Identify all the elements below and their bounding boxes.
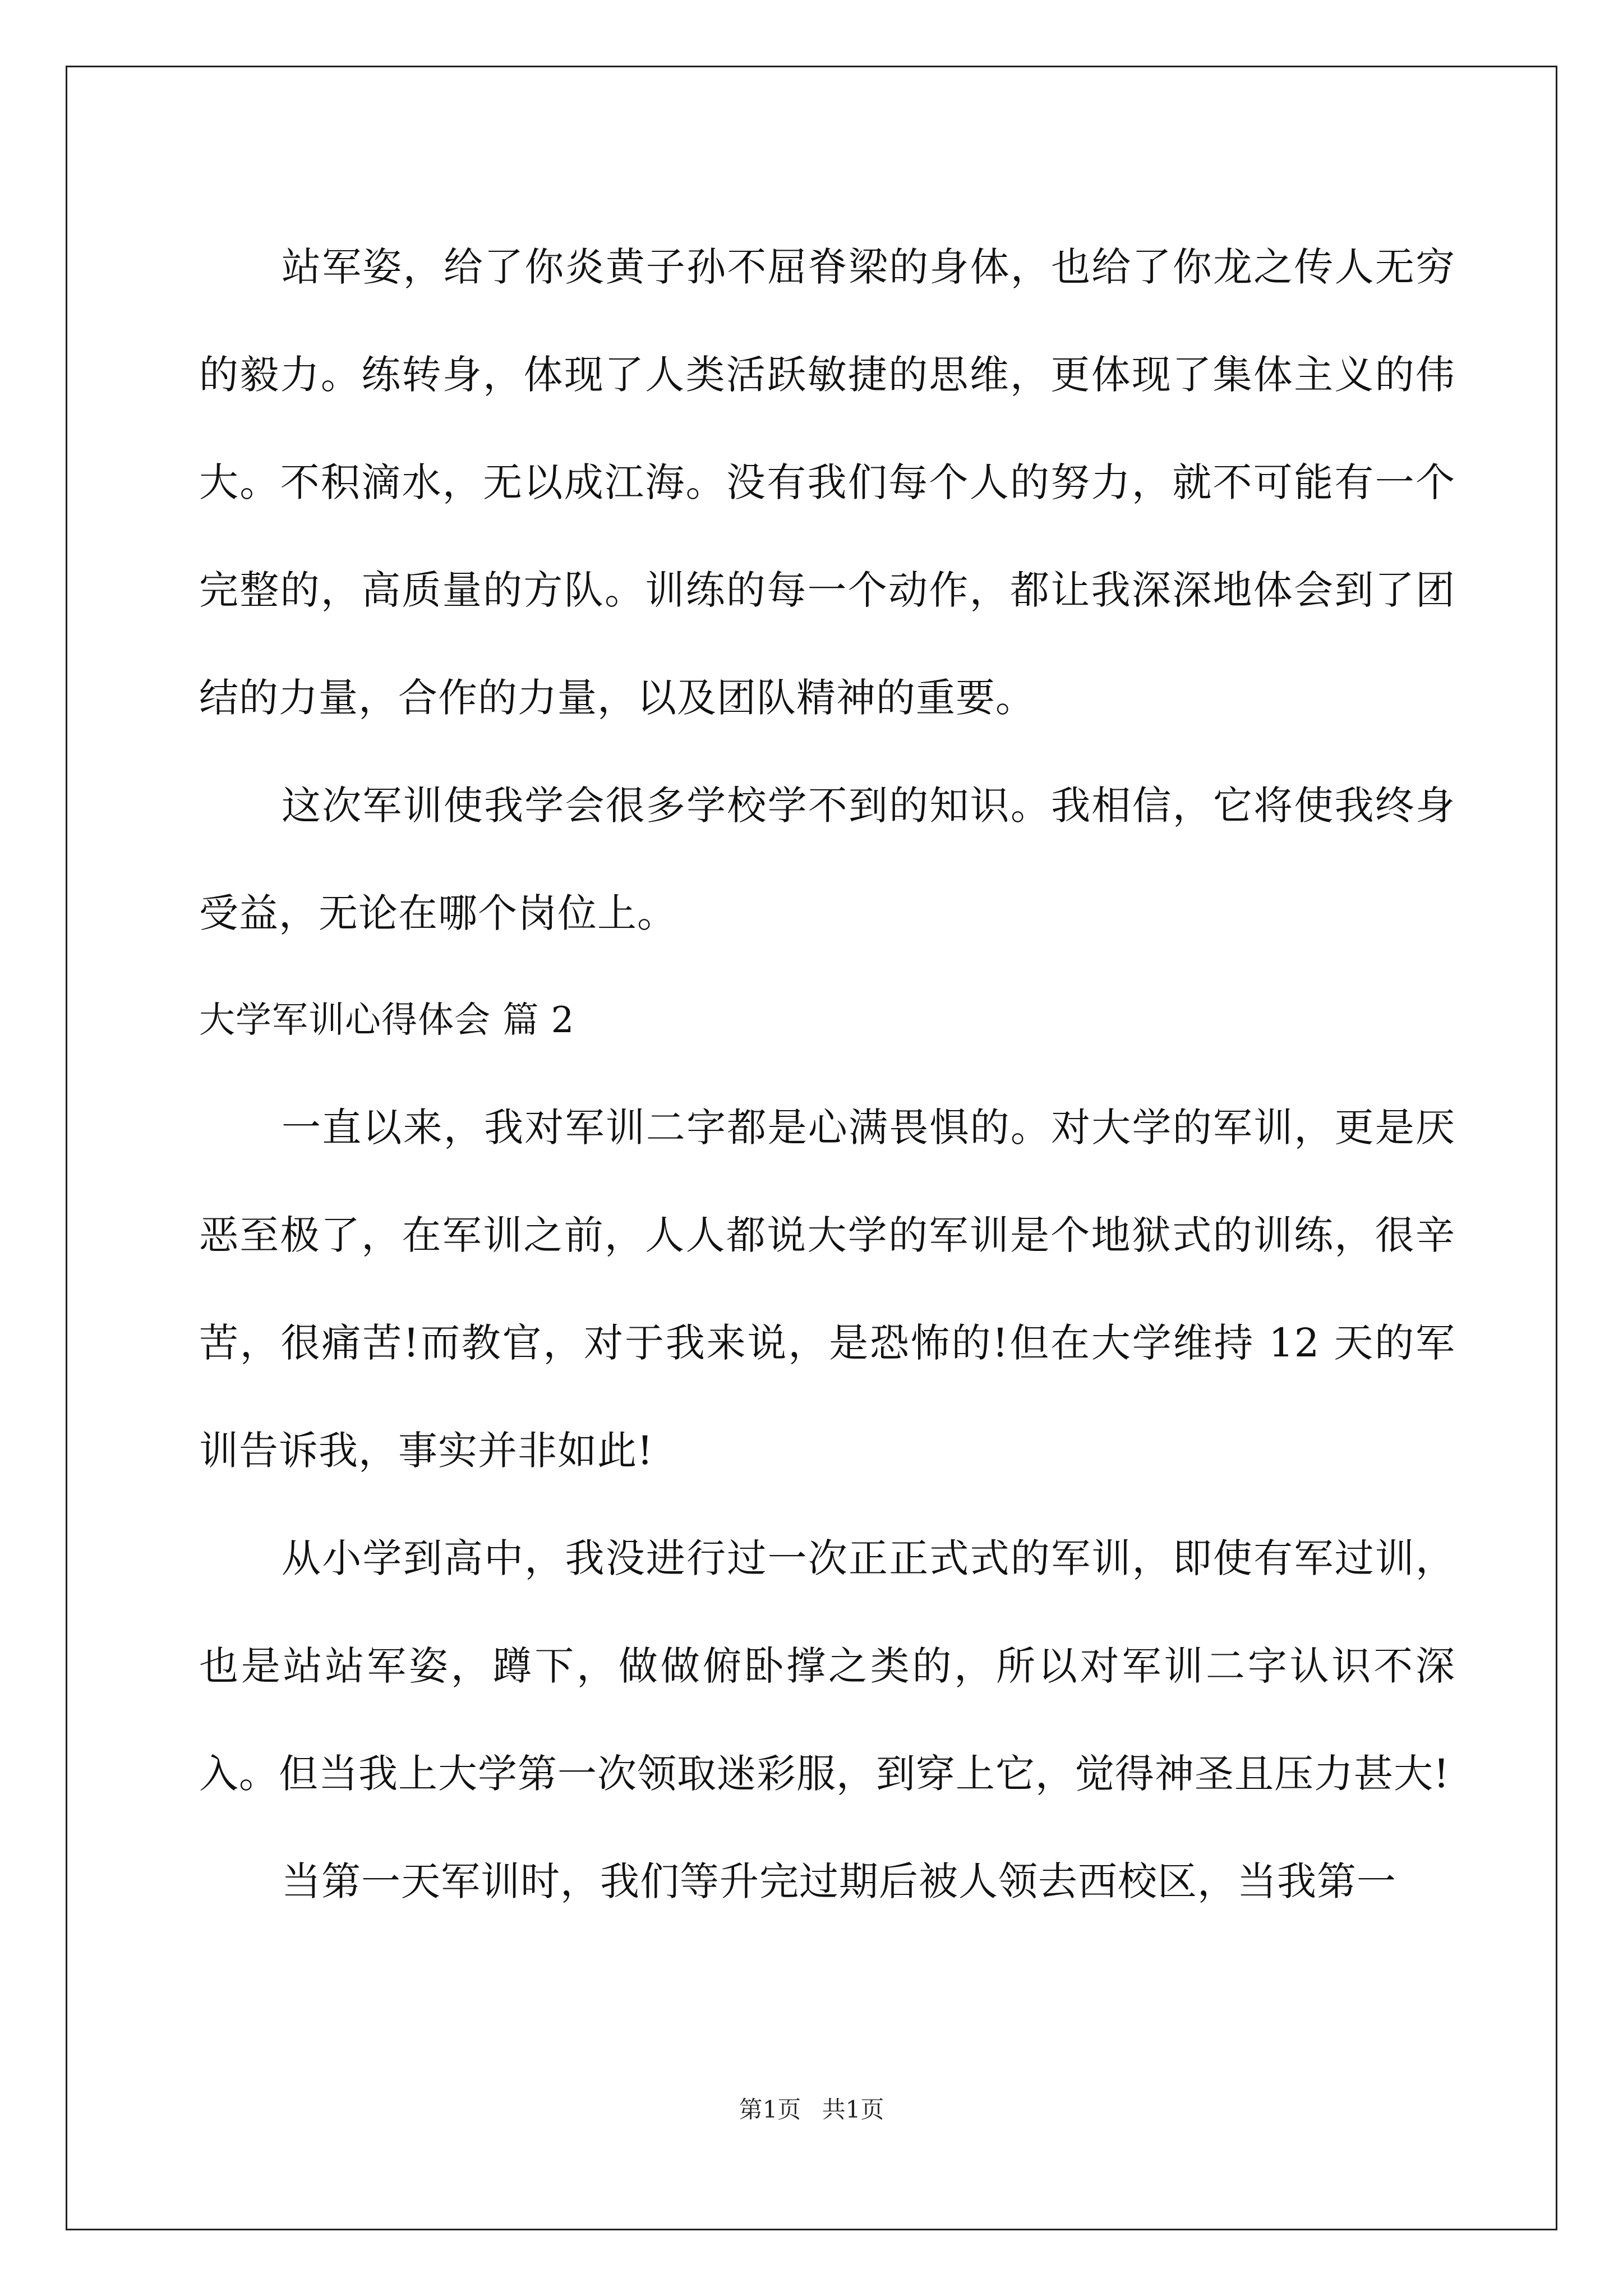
paragraph: 这次军训使我学会很多学校学不到的知识。我相信，它将使我终身受益，无论在哪个岗位上。 <box>199 783 1455 936</box>
page-footer <box>0 2091 1623 2125</box>
paragraph: 一直以来，我对军训二字都是心满畏惧的。对大学的军训，更是厌恶至极了，在军训之前，人人都说大学的军训是个地狱式的训练，很辛苦，很痛苦!而教官，对于我来说，是恐怖的!但在大学维持 12 天的军训告诉我，事实并非如此! <box>199 1105 1455 1474</box>
paragraph: 站军姿，给了你炎黄子孙不屈脊梁的身体，也给了你龙之传人无穷的毅力。练转身，体现了人类活跃敏捷的思维，更体现了集体主义的伟大。不积滴水，无以成江海。没有我们每个人的努力，就不可能有一个完整的，高质量的方队。训练的每一个动作，都让我深深地体会到了团结的力量，合作的力量，以及团队精神的重要。 <box>199 244 1455 721</box>
document-body <box>199 213 1455 1935</box>
paragraph: 从小学到高中，我没进行过一次正正式式的军训，即使有军过训，也是站站军姿，蹲下，做做俯卧撑之类的，所以对军训二字认识不深入。但当我上大学第一次领取迷彩服，到穿上它，觉得神圣且压力甚大! <box>199 1535 1455 1797</box>
paragraph: 当第一天军训时，我们等升完过期后被人领去西校区，当我第一 <box>282 1858 1396 1904</box>
section-heading: 大学军训心得体会 篇 2 <box>199 1000 575 1041</box>
page-number-current: 第1页 <box>739 2096 801 2123</box>
page-number-total: 共1页 <box>822 2096 884 2123</box>
